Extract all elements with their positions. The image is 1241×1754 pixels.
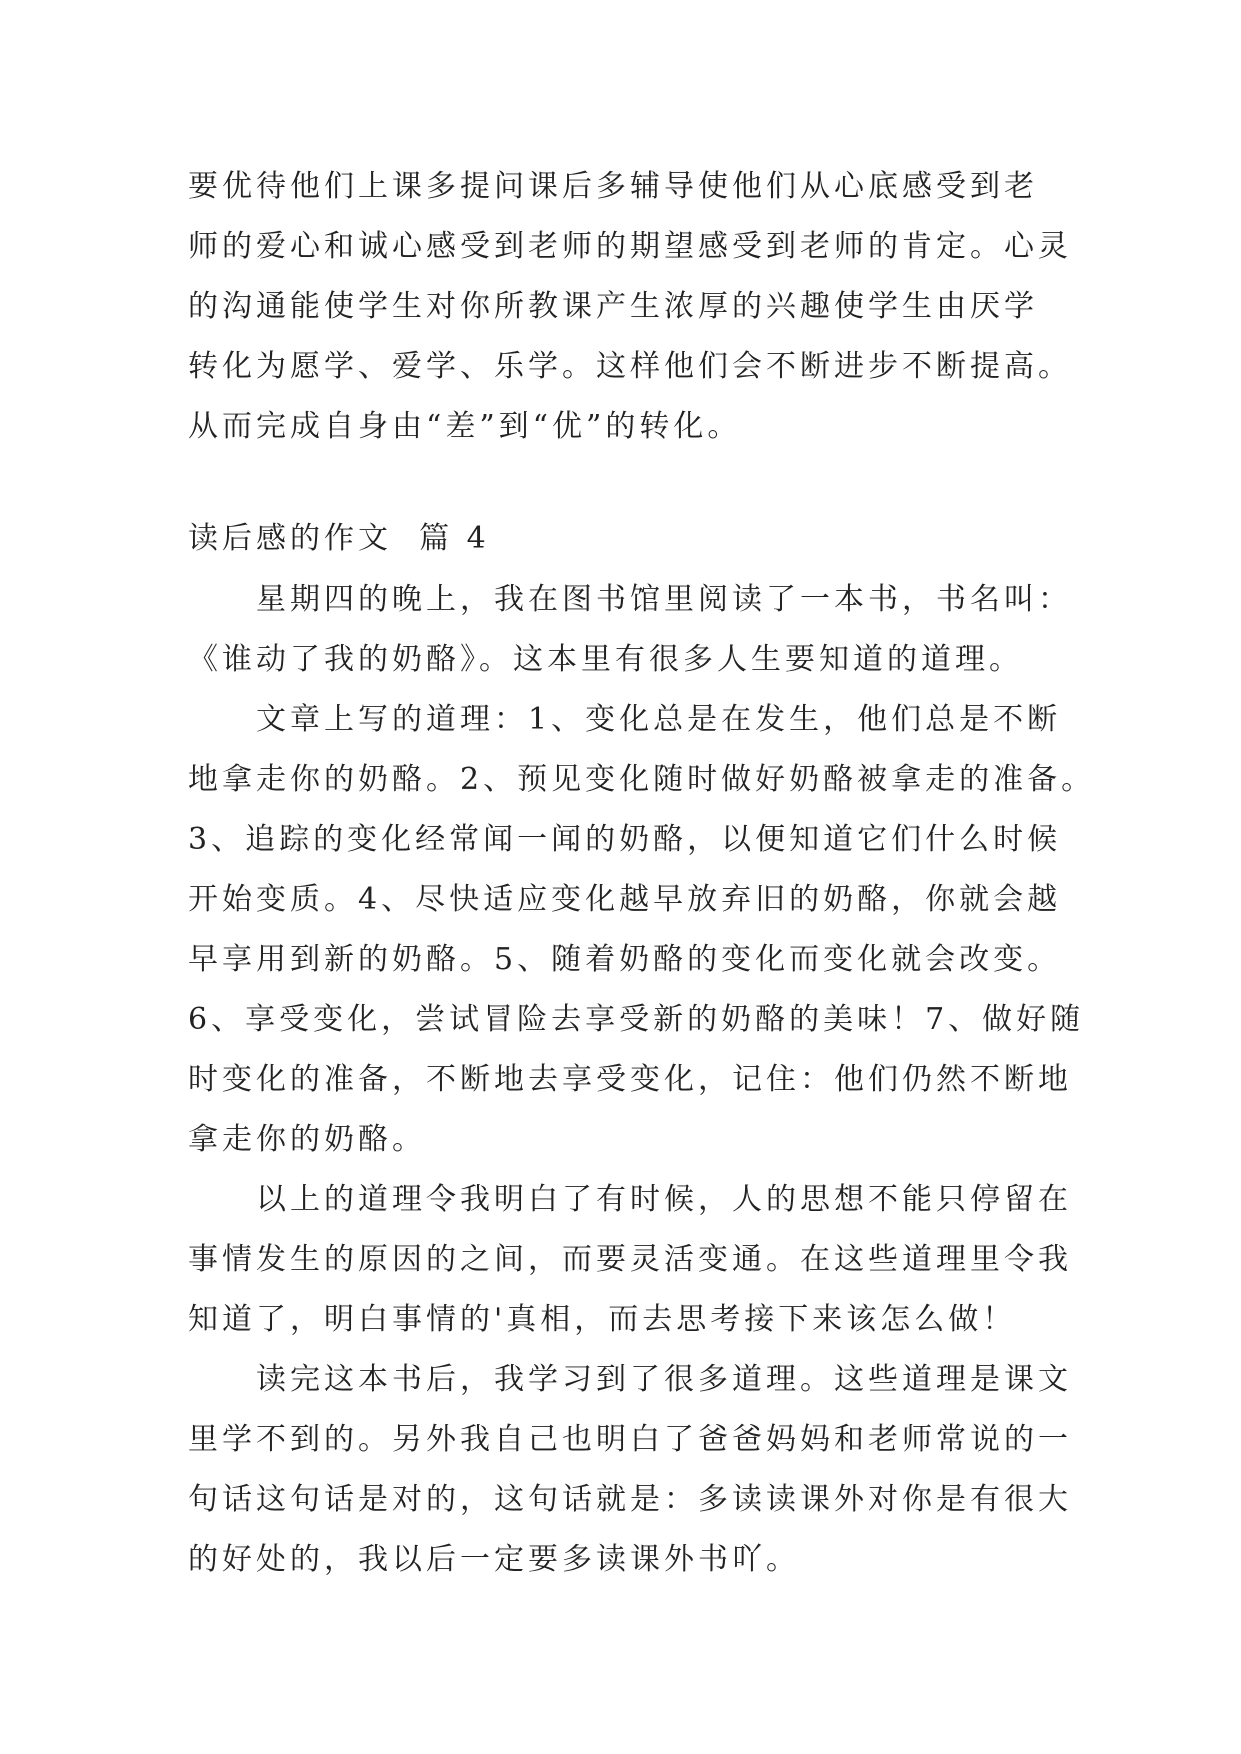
- text-line: 的沟通能使学生对你所教课产生浓厚的兴趣使学生由厌学: [188, 289, 1038, 324]
- text-line: 句话这句话是对的，这句话就是：多读读课外对你是有很大: [188, 1482, 1072, 1517]
- text-line: 3、追踪的变化经常闻一闻的奶酪，以便知道它们什么时候: [188, 822, 1062, 857]
- text-line: 时变化的准备，不断地去享受变化，记住：他们仍然不断地: [188, 1062, 1072, 1097]
- section-heading: [188, 509, 1058, 569]
- text-line: 拿走你的奶酪。: [188, 1122, 426, 1157]
- text-line: 以上的道理令我明白了有时候，人的思想不能只停留在: [256, 1182, 1072, 1217]
- section-title: 读后感的作文 篇 4: [188, 521, 490, 556]
- text-line: 读完这本书后，我学习到了很多道理。这些道理是课文: [256, 1362, 1072, 1397]
- paragraph-3: [188, 1170, 1072, 1350]
- text-line: 开始变质。4、尽快适应变化越早放弃旧的奶酪，你就会越: [188, 882, 1062, 917]
- essay-body: [188, 570, 1096, 1590]
- text-line: 从而完成自身由“差”到“优”的转化。: [188, 409, 742, 444]
- text-line: 师的爱心和诚心感受到老师的期望感受到老师的肯定。心灵: [188, 229, 1072, 264]
- text-line: 地拿走你的奶酪。2、预见变化随时做好奶酪被拿走的准备。: [188, 762, 1096, 797]
- text-line: 事情发生的原因的之间，而要灵活变通。在这些道理里令我: [188, 1242, 1072, 1277]
- text-line: 的好处的，我以后一定要多读课外书吖。: [188, 1542, 800, 1577]
- text-line: 早享用到新的奶酪。5、随着奶酪的变化而变化就会改变。: [188, 942, 1062, 977]
- continuation-paragraph: [188, 157, 1072, 457]
- text-line: 知道了，明白事情的'真相，而去思考接下来该怎么做！: [188, 1302, 1017, 1337]
- text-line: 转化为愿学、爱学、乐学。这样他们会不断进步不断提高。: [188, 349, 1072, 384]
- text-line: 6、享受变化，尝试冒险去享受新的奶酪的美味！7、做好随: [188, 1002, 1085, 1037]
- paragraph-2: [188, 690, 1096, 1170]
- text-line: 星期四的晚上，我在图书馆里阅读了一本书，书名叫：: [256, 582, 1072, 617]
- text-line: 要优待他们上课多提问课后多辅导使他们从心底感受到老: [188, 169, 1038, 204]
- paragraph-4: [188, 1350, 1072, 1590]
- text-line: 《谁动了我的奶酪》。这本里有很多人生要知道的道理。: [188, 642, 1023, 677]
- text-line: 文章上写的道理：1、变化总是在发生，他们总是不断: [256, 702, 1062, 737]
- paragraph-1: [188, 570, 1072, 690]
- text-line: 里学不到的。另外我自己也明白了爸爸妈妈和老师常说的一: [188, 1422, 1072, 1457]
